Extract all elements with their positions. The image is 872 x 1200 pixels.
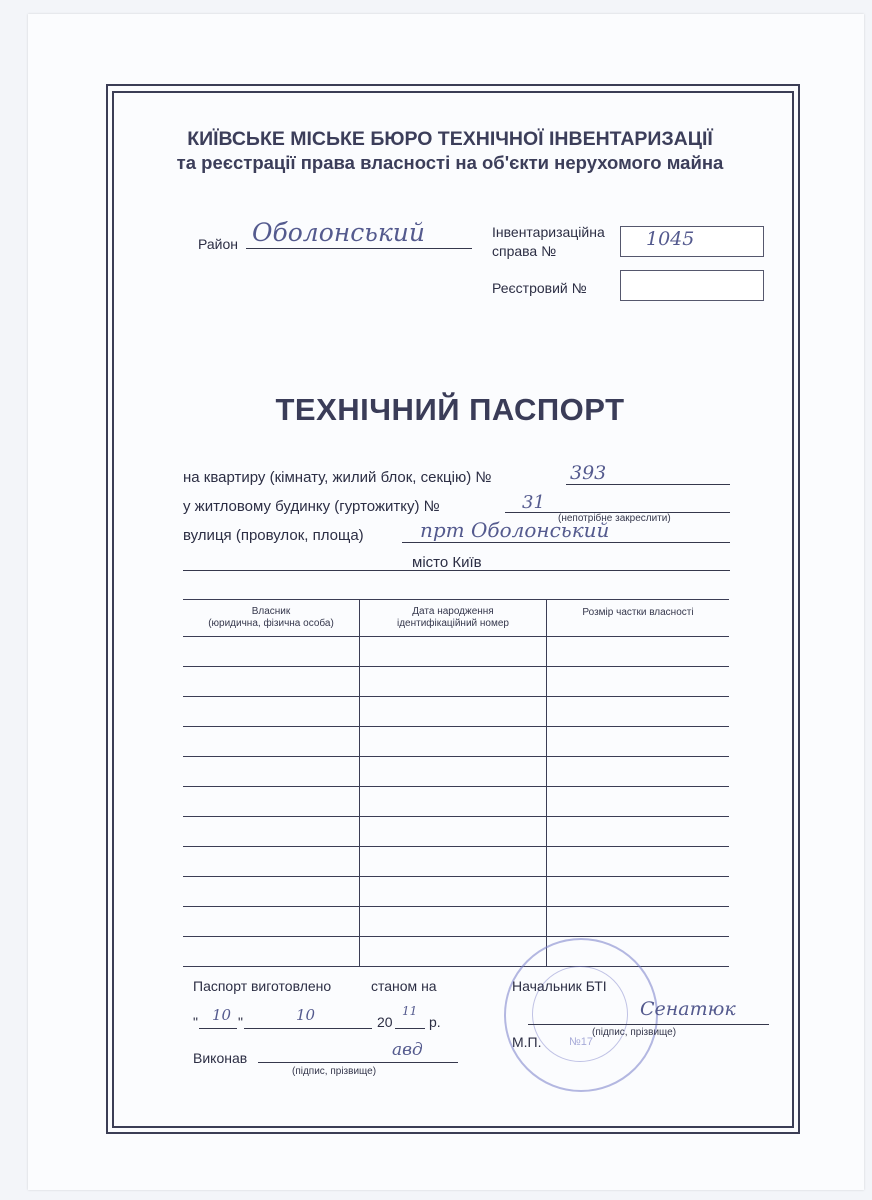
table-cell[interactable] [183,937,360,967]
inventory-case-label-1: Інвентаризаційна [492,224,605,240]
performed-signature: авд [392,1040,423,1060]
table-row [183,667,729,697]
city-text: місто Київ [412,554,482,571]
table-cell[interactable] [360,847,547,877]
table-row [183,817,729,847]
table-cell[interactable] [360,877,547,907]
performed-sign-hint: (підпис, прізвище) [292,1066,377,1077]
header-line-2: та реєстрації права власності на об'єкти нерухомого майна [176,152,724,173]
table-cell[interactable] [183,787,360,817]
registry-label: Реєстровий № [492,280,587,296]
inventory-case-label-2: справа № [492,243,557,259]
table-cell[interactable] [360,697,547,727]
table-cell[interactable] [360,787,547,817]
district-value: Оболонський [252,218,425,247]
table-cell[interactable] [360,937,547,967]
table-row [183,847,729,877]
table-cell[interactable] [360,907,547,937]
table-row [183,937,729,967]
chief-label: Начальник БТІ [512,978,607,994]
table-cell[interactable] [547,907,730,937]
day-value: 10 [212,1006,232,1024]
table-cell[interactable] [547,877,730,907]
quote-close: " [238,1014,243,1030]
table-cell[interactable] [547,757,730,787]
apartment-label: на квартиру (кімнату, жилий блок, секцію) № [183,469,492,486]
table-cell[interactable] [547,787,730,817]
document-title: ТЕХНІЧНИЙ ПАСПОРТ [275,392,625,427]
registry-box[interactable] [620,270,764,301]
chief-signature: Сенатюк [640,998,736,1020]
chief-sign-hint: (підпис, прізвище) [592,1027,677,1038]
building-label: у житловому будинку (гуртожитку) № [183,498,440,515]
table-cell[interactable] [360,817,547,847]
table-cell[interactable] [360,667,547,697]
table-row [183,637,729,667]
inventory-case-value: 1045 [646,228,695,250]
performed-underline [258,1048,458,1063]
month-value: 10 [296,1006,316,1024]
table-cell[interactable] [183,907,360,937]
table-cell[interactable] [547,817,730,847]
street-label: вулиця (провулок, площа) [183,527,364,544]
table-cell[interactable] [183,847,360,877]
table-cell[interactable] [547,727,730,757]
header-line-1: КИЇВСЬКЕ МІСЬКЕ БЮРО ТЕХНІЧНОЇ ІНВЕНТАРИЗАЦІЇ [187,128,713,150]
table-cell[interactable] [360,637,547,667]
table-cell[interactable] [547,847,730,877]
state-as-of-label: станом на [371,978,437,994]
year-prefix: 20 [377,1014,393,1030]
table-cell[interactable] [547,637,730,667]
seal-label: М.П. [512,1034,542,1050]
table-row [183,907,729,937]
table-row [183,727,729,757]
table-row [183,787,729,817]
street-value: прт Оболонський [420,518,610,542]
table-row [183,877,729,907]
table-cell[interactable] [183,727,360,757]
performed-label: Виконав [193,1050,248,1066]
table-cell[interactable] [183,697,360,727]
year-suffix: 11 [402,1004,418,1018]
quote-open: " [193,1014,198,1030]
table-cell[interactable] [183,877,360,907]
owner-header: Власник (юридична, фізична особа) [183,600,360,637]
table-cell[interactable] [183,667,360,697]
table-row [183,757,729,787]
table-cell[interactable] [547,697,730,727]
table-cell[interactable] [183,637,360,667]
table-cell[interactable] [360,757,547,787]
stamp-number: №17 [568,1036,594,1048]
table-cell[interactable] [183,817,360,847]
passport-made-label: Паспорт виготовлено [193,978,332,994]
table-cell[interactable] [360,727,547,757]
table-cell[interactable] [547,667,730,697]
table-cell[interactable] [183,757,360,787]
owners-table [183,599,729,967]
table-row [183,697,729,727]
apartment-value: 393 [570,462,607,484]
strike-note: (непотрібне закреслити) [558,513,671,524]
share-header: Розмір частки власності [547,600,730,637]
building-value: 31 [522,492,545,513]
district-label: Район [198,236,238,252]
birthdate-id-header: Дата народження ідентифікаційний номер [360,600,547,637]
year-unit: р. [429,1014,441,1030]
